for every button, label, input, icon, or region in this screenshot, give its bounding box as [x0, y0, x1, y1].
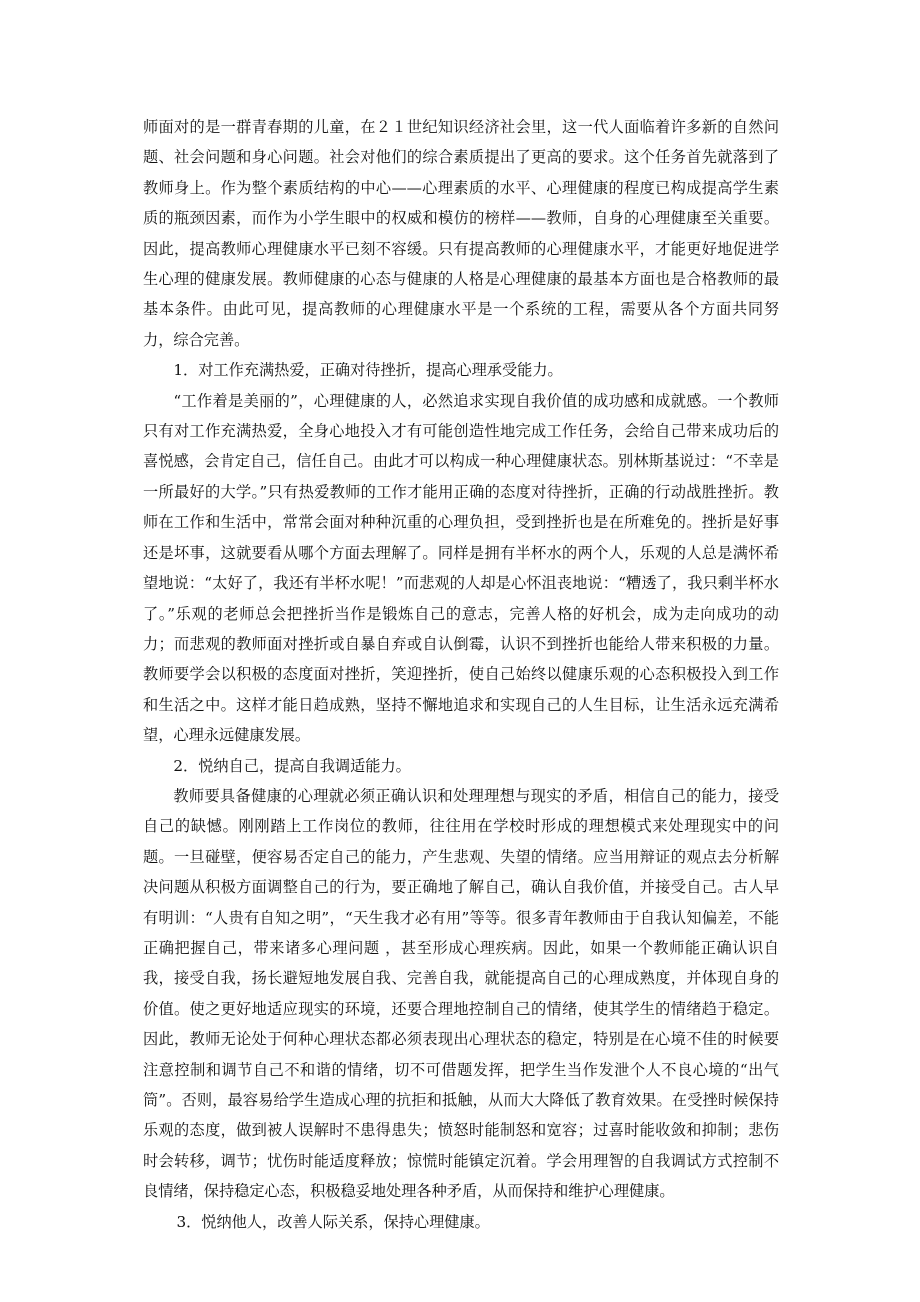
section-1-paragraph: “工作着是美丽的”，心理健康的人，必然追求实现自我价值的成功感和成就感。一个教师只有对工作充满热爱，全身心地投入才有可能创造性地完成工作任务，会给自己带来成功后的喜悦感，会肯定自己，信任自己。由此才可以构成一种心理健康状态。别林斯基说过：“不幸是一所最好的大学。”只有热爱教师的工作才能用正确的态度对待挫折，正确的行动战胜挫折。教师在工作和生活中，常常会面对种种沉重的心理负担，受到挫折也是在所难免的。挫折是好事还是坏事，这就要看从哪个方面去理解了。同样是拥有半杯水的两个人，乐观的人总是满怀希望地说：“太好了，我还有半杯水呢！”而悲观的人却是心怀沮丧地说：“糟透了，我只剩半杯水了。”乐观的老师总会把挫折当作是锻炼自己的意志，完善人格的好机会，成为走向成功的动力；而悲观的教师面对挫折或自暴自弃或自认倒霉，认识不到挫折也能给人带来积极的力量。教师要学会以积极的态度面对挫折，笑迎挫折，使自己始终以健康乐观的心态积极投入到工作和生活之中。这样才能日趋成熟，坚持不懈地追求和实现自己的人生目标，让生活永远充满希望，心理永远健康发展。 [143, 391, 779, 745]
section-heading-2: 2．悦纳自己，提高自我调适能力。 [173, 756, 411, 775]
section-heading-1: 1．对工作充满热爱，正确对待挫折，提高心理承受能力。 [173, 361, 563, 380]
section-heading-3: 3．悦纳他人，改善人际关系，保持心理健康。 [176, 1212, 490, 1231]
document-page [143, 112, 779, 1237]
section-2-paragraph: 教师要具备健康的心理就必须正确认识和处理理想与现实的矛盾，相信自己的能力，接受自己的缺憾。刚刚踏上工作岗位的教师，往往用在学校时形成的理想模式来处理现实中的问题。一旦碰壁，便容易否定自己的能力，产生悲观、失望的情绪。应当用辩证的观点去分析解决问题从积极方面调整自己的行为，要正确地了解自己，确认自我价值，并接受自己。古人早有明训：“人贵有自知之明”，“天生我才必有用”等等。很多青年教师由于自我认知偏差，不能正确把握自己，带来诸多心理问题 ，甚至形成心理疾病。因此，如果一个教师能正确认识自我，接受自我，扬长避短地发展自我、完善自我，就能提高自己的心理成熟度，并体现自身的价值。使之更好地适应现实的环境，还要合理地控制自己的情绪，使其学生的情绪趋于稳定。因此，教师无论处于何种心理状态都必须表现出心理状态的稳定，特别是在心境不佳的时候要注意控制和调节自己不和谐的情绪，切不可借题发挥，把学生当作发泄个人不良心境的“出气筒”。否则，最容易给学生造成心理的抗拒和抵触，从而大大降低了教育效果。在受挫时候保持乐观的态度，做到被人误解时不患得患失；愤怒时能制怒和宽容；过喜时能收敛和抑制；悲伤时会转移，调节；忧伤时能适度释放；惊慌时能镇定沉着。学会用理智的自我调试方式控制不良情绪，保持稳定心态，积极稳妥地处理各种矛盾，从而保持和维护心理健康。 [143, 786, 779, 1201]
intro-paragraph: 师面对的是一群青春期的儿童，在２１世纪知识经济社会里，这一代人面临着许多新的自然问题、社会问题和身心问题。社会对他们的综合素质提出了更高的要求。这个任务首先就落到了教师身上。作为整个素质结构的中心——心理素质的水平、心理健康的程度已构成提高学生素质的瓶颈因素，而作为小学生眼中的权威和模仿的榜样——教师，自身的心理健康至关重要。因此，提高教师心理健康水平已刻不容缓。只有提高教师的心理健康水平，才能更好地促进学生心理的健康发展。教师健康的心态与健康的人格是心理健康的最基本方面也是合格教师的最基本条件。由此可见，提高教师的心理健康水平是一个系统的工程，需要从各个方面共同努力，综合完善。 [143, 118, 779, 349]
